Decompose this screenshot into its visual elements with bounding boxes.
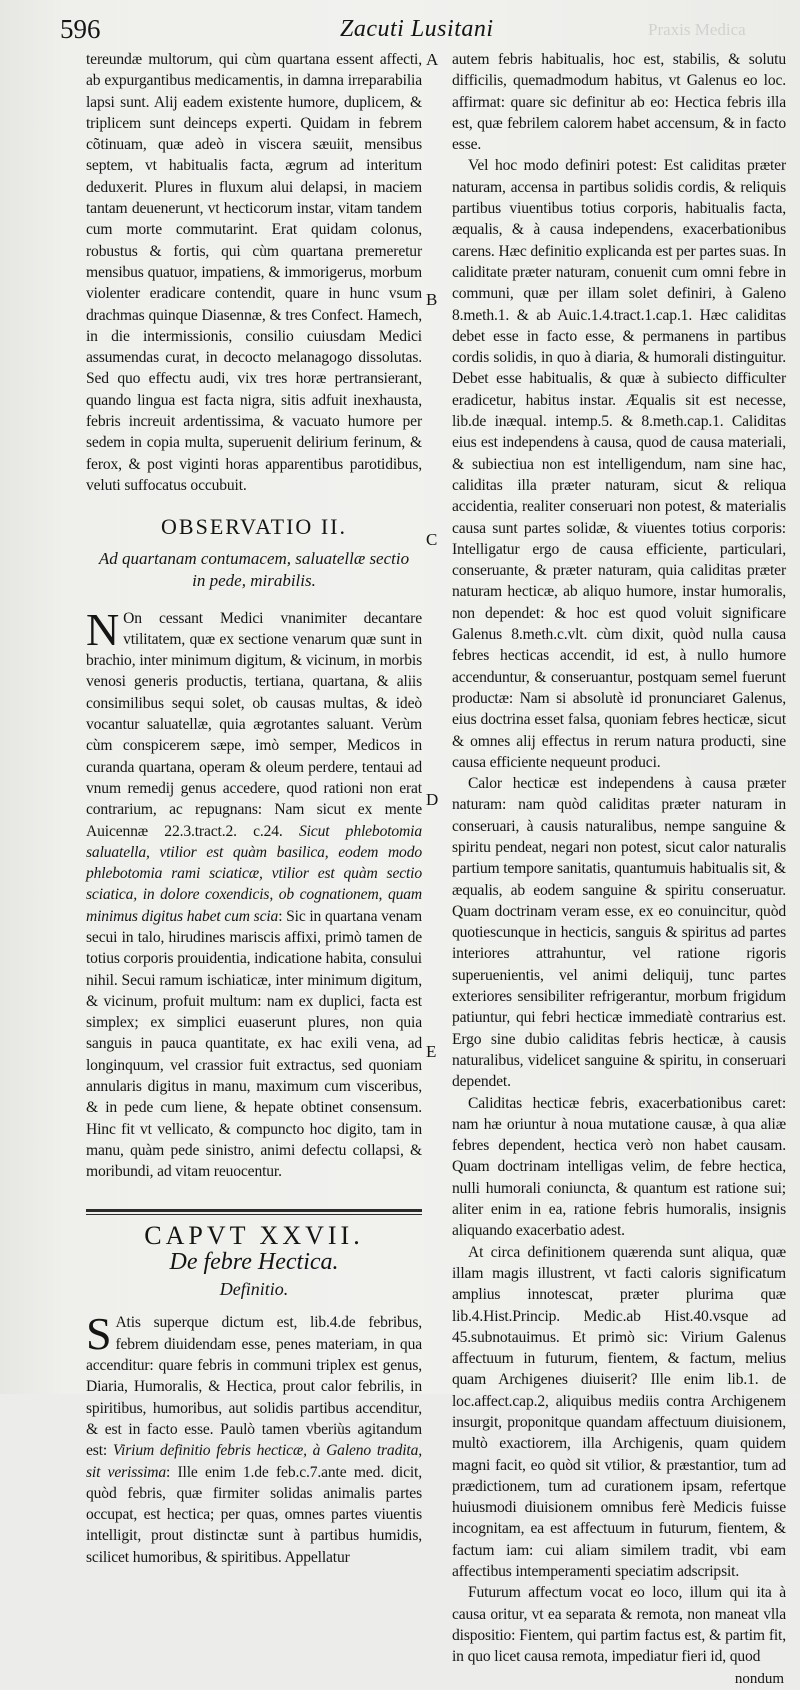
caput-subtitle: De febre Hectica. — [169, 1248, 339, 1275]
bleed-through-head: Praxis Medica — [648, 20, 746, 39]
running-head: Zacuti Lusitani — [340, 16, 494, 42]
right-paragraph-2: Vel hoc modo definiri potest: Est caliditas præter naturam, accensa in partibus solidis cordis, & reliquis partibus viuentibus totius corporis, habitualis facta, æqualis, & à causa independens, exacerbationibus carens. Hæc definitio explicanda est per partes suas. In caliditate præter naturam, conuenit cum omni febre in communi, quæ per illam solet definiri, à Galeno 8.meth.1. & ab Auic.1.4.tract.1.cap.1. Hæc caliditas debet esse in facto esse, & permanens in partibus cordis solidis, in quo à diaria, & humorali distinguitur. Debet esse habitualis, & quæ à subiecto difficulter eradicetur, habitus instar. Æqualis sit est necesse, lib.de inæqual. intemp.5. & 8.meth.cap.1. Caliditas eius est independens à causa, quod de causa materiali, & subiectiua non est intelligendum, nam sine hac, caliditas illa præter naturam, sicut & reliqua accidentia, realiter conseruari non potest, & materialis causa sunt partes solidæ, & viuentes totius corporis: Intelligatur ergo de causa efficiente, particulari, conseruante, & præter naturam, quia caliditas præter naturam hecticæ, ab aliquo humore, instar humoralis, non dependet: & hoc est quod voluit significare Galenus 8.meth.c.vlt. cùm dixit, quòd nulla causa febres hecticas accendit, id est, à nullo humore accenduntur, & conseruantur, postquam semel fuerunt productæ: Nam si absolutè id pronunciaret Galenus, eius doctrina esset falsa, quoniam febres hecticæ, sicut & omnes alij effectus in rerum natura producti, sine causa efficiente nequeunt produci. — [452, 157, 786, 771]
chapter-rule-thin — [86, 1214, 422, 1215]
observatio-dropcap: N — [86, 603, 120, 655]
chapter-rule-thick — [86, 1209, 422, 1212]
left-column — [86, 49, 422, 1568]
right-paragraph-3: Calor hecticæ est independens à causa præter naturam: nam quòd caliditas præter naturam in conseruari, à causis naturalibus, nempe sanguine & spiritu pendeat, negari non potest, sicut calor naturalis partium tempore sanitatis, quantumuis habitualis sit, & æqualis, ab eodem sanguine & spiritu conseruatur. Quam doctrinam veram esse, ex eo conuincitur, quòd quotiescunque in hecticis, sanguis & spiritus ad partes interiores attrahuntur, vel ratione rigoris superuenientis, vel animi deliquij, tunc partes exteriores sensibiliter refrigerantur, morbum frigidum patiuntur, qui febri hecticæ immediatè contrarius est. Ergo sine dubio caliditas febris hecticæ, à causis naturalibus, videlicet sanguine & spiritu, in conseruari dependet. — [452, 775, 786, 1091]
observatio-text-italic: Sicut phlebotomia saluatella, vtilior est quàm basilica, eodem modo phlebotomia rami sciaticæ, vtilior est quàm sectio sciatica, in dolore coxendicis, ob cognationem, quam minimus digitus habet cum scia — [86, 822, 422, 925]
definitio-label: Definitio. — [219, 1279, 289, 1300]
definitio-text-italic: Virium definitio febris hecticæ, à Galeno tradita, sit verissima — [86, 1442, 422, 1481]
margin-letter-a: A — [426, 50, 439, 69]
margin-letter-b: B — [426, 290, 438, 309]
right-paragraph-6: Futurum affectum vocat eo loco, illum qui ita à causa oritur, vt ea separata & remota, non maneat vlla dispositio: Fientem, qui partim factus est, & partim fit, in quo licet causa remota, impediatur fieri id, quod — [452, 1584, 786, 1666]
caput-title: CAPVT XXVII. — [144, 1220, 364, 1250]
observatio-subtitle-line-2: in pede, mirabilis. — [192, 570, 316, 590]
observatio-title: OBSERVATIO II. — [161, 514, 347, 540]
catchword: nondum — [734, 1670, 784, 1687]
definitio-dropcap: S — [86, 1308, 112, 1360]
margin-letter-c: C — [426, 530, 438, 549]
right-paragraph-4: Caliditas hecticæ febris, exacerbationibus caret: nam hæ oriuntur à noua mutatione causæ, à qua aliæ febres dependent, hectica verò non habet causam. Quam doctrinam intelligas velim, de febre hectica, nulli humorali coniuncta, & quantum est ratione sui; aliter enim in ea, ratione febris humoralis, insignis aliquando exacerbatio adest. — [452, 1094, 786, 1240]
observatio-subtitle-line-1: Ad quartanam contumacem, saluatellæ sectio — [98, 548, 410, 568]
page-number: 596 — [60, 14, 101, 44]
margin-letter-e: E — [426, 1042, 437, 1061]
observatio-text-b: : Sic in quartana venam secui in talo, hirudines mariscis affixi, primò tamen de totius corporis prouidentia, indicatione habita, consului nihil. Secui ramum ischiaticæ, inter minimum digitum, & vicinum, profuit multum: nam ex duplici, facta est simplex; ex simplici euaserunt plures, non quia sanguis in pauca quantitate, ex hac exili vena, ad longinquum, vel crassior fuit extractus, sed quoniam annularis digitus in manu, maximum cum visceribus, & in pede cum liene, & hepate obtinet consensum. Hinc fit vt vellicato, & compuncto hoc digito, tam in manu, quàm pede sinistro, animi defectu collapsi, & moribundi, ad vitam reuocentur. — [86, 907, 422, 1181]
page-header — [0, 10, 800, 46]
right-paragraph-1: autem febris habitualis, hoc est, stabilis, & solutu difficilis, quemadmodum habitus, vt Galenus eo loc. affirmat: quare sic definitur ab eo: Hectica febris illa est, quæ febrilem calorem habet accensum, & in facto esse. — [452, 51, 786, 154]
right-paragraph-5: At circa definitionem quærenda sunt aliqua, quæ illam magis illustrent, vt facti caloris significatum amplius innotescat, præter plurima quæ lib.4.Hist.Princip. Medic.ab Hist.40.vsque ad 45.subnotauimus. Et primò sic: Virium Galenus affectuum in futurum, fientem, & factum, melius quam Archigenes diuiserit? Ille enim lib.1. de loc.affect.cap.2, aliquibus mediis contra Archigenem insurgit, proponitque quandam affectuum diuisionem, multò exactiorem, illa Archigenis, quam quidem magni facit, eo quòd sit vtilior, & præstantior, tum ad prædictionem, tum ad curationem ipsam, refertque huiusmodi diuisionem omnibus ferè Medicis fuisse incognitam, ea est affectuum in futurum, fientem, & factum iam: cui aliam similem tradit, vbi eam affectibus intemperamenti speciatim adscripsit. — [452, 1243, 786, 1581]
definitio-text-a: Atis superque dictum est, lib.4.de febribus, febrem diuidendam esse, penes materiam, in qua accenditur: quare febris in communi triplex est genus, Diaria, Humoralis, & Hectica, prout calor febrilis, in spiritibus, humoribus, aut solidis partibus accenditur, & est in facto esse. Paulò tamen vberiùs agitandum est: — [86, 1314, 422, 1460]
observatio-text-a: On cessant Medici vnanimiter decantare vtilitatem, quæ ex sectione venarum quæ sunt in brachio, inter minimum digitum, & vicinum, in morbis venosi generis productis, tertiana, quartana, & aliis consimilibus sequi solet, ob causas multas, & ideò vocantur saluatellæ, quia ægrotantes saluant. Verùm cùm conspicerem sæpe, imò semper, Medicos in curanda quartana, operam & oleum perdere, tentaui ad vnum remedij genus accedere, quod rationi non erat contrarium, ac repugnans: Nam sicut ex mente Auicennæ 22.3.tract.2. c.24. — [86, 609, 422, 840]
observatio-subtitle — [86, 548, 422, 592]
left-top-paragraph: tereundæ multorum, qui cùm quartana essent affecti, ab expurgantibus medicamentis, in damna irreparabilia lapsi sunt. Alij eadem existente humore, duplicem, & triplicem sunt deinceps experti. Quidam in febrem cõtinuam, quæ adeò in viscera sæuiit, mensibus septem, vt habitualis facta, ægrum ad interitum deduxerit. Plures in fluxum alui delapsi, in maciem tantam deuenerunt, vt hecticorum instar, vitam tandem cum morte commutarint. Erat quidam colonus, robustus & fortis, qui cùm quartana premeretur mensibus quatuor, impatiens, & immorigerus, morbum violenter eradicare contendit, quare in hunc vsum drachmas quinque Diasennæ, & tres Confect. Hamech, in die intermissionis, consilio cuiusdam Medici assumendas curat, in decocto melanagogo dissolutas. Sed quo effectu audi, vix tres horæ pertransierant, quando lingua est facta nigra, sitis adfuit inexhausta, febris increuit ardentissima, & vacuato humore per sedem in copia multa, superuenit delirium ferinum, & ferox, & post viginti horas apparentibus parotidibus, veluti suffocatus occubuit. — [86, 51, 422, 494]
margin-letter-d: D — [426, 790, 439, 809]
right-column — [452, 49, 786, 1690]
observatio-paragraph — [86, 603, 422, 1183]
definitio-paragraph — [86, 1308, 422, 1568]
definitio-text-b: : Ille enim 1.de feb.c.7.ante med. dicit, quòd febris, quæ firmiter solidas animalis partes occupat, est hectica; per quas, omnes partes viuentis intelligit, prout distinctæ sunt à partibus humidis, scilicet humoribus, & spiritibus. Appellatur — [86, 1463, 422, 1566]
